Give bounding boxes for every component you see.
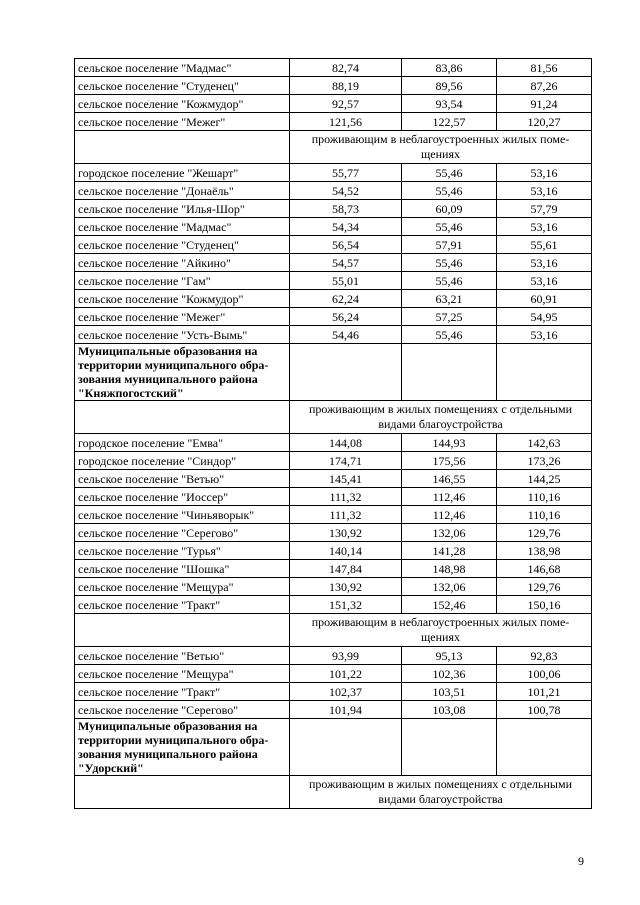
empty-cell — [75, 614, 290, 647]
value-cell: 130,92 — [290, 524, 402, 542]
value-cell: 144,08 — [290, 434, 402, 452]
value-cell: 53,16 — [497, 218, 592, 236]
settlement-name-cell: городское поселение "Синдор" — [75, 452, 290, 470]
empty-cell — [402, 719, 497, 776]
value-cell: 63,21 — [402, 290, 497, 308]
section-header-row — [75, 719, 592, 776]
value-cell: 151,32 — [290, 596, 402, 614]
value-cell: 81,56 — [497, 59, 592, 77]
value-cell: 55,77 — [290, 164, 402, 182]
value-cell: 100,06 — [497, 665, 592, 683]
value-cell: 95,13 — [402, 647, 497, 665]
tariff-table-body — [75, 59, 592, 809]
table-row — [75, 59, 592, 77]
value-cell: 55,46 — [402, 272, 497, 290]
value-cell: 82,74 — [290, 59, 402, 77]
subheader-row — [75, 401, 592, 434]
value-cell: 152,46 — [402, 596, 497, 614]
value-cell: 112,46 — [402, 488, 497, 506]
value-cell: 57,79 — [497, 200, 592, 218]
empty-cell — [75, 776, 290, 809]
value-cell: 83,86 — [402, 59, 497, 77]
value-cell: 55,01 — [290, 272, 402, 290]
value-cell: 100,78 — [497, 701, 592, 719]
value-cell: 93,54 — [402, 95, 497, 113]
settlement-name-cell: сельское поселение "Ветью" — [75, 647, 290, 665]
value-cell: 54,57 — [290, 254, 402, 272]
value-cell: 54,95 — [497, 308, 592, 326]
value-cell: 111,32 — [290, 506, 402, 524]
value-cell: 144,25 — [497, 470, 592, 488]
value-cell: 148,98 — [402, 560, 497, 578]
value-cell: 91,24 — [497, 95, 592, 113]
value-cell: 141,28 — [402, 542, 497, 560]
value-cell: 55,46 — [402, 164, 497, 182]
value-cell: 132,06 — [402, 524, 497, 542]
value-cell: 62,24 — [290, 290, 402, 308]
value-cell: 103,51 — [402, 683, 497, 701]
value-cell: 144,93 — [402, 434, 497, 452]
value-cell: 60,91 — [497, 290, 592, 308]
settlement-name-cell: сельское поселение "Студенец" — [75, 77, 290, 95]
value-cell: 58,73 — [290, 200, 402, 218]
table-row — [75, 434, 592, 452]
value-cell: 132,06 — [402, 578, 497, 596]
value-cell: 112,46 — [402, 506, 497, 524]
table-row — [75, 164, 592, 182]
value-cell: 56,24 — [290, 308, 402, 326]
table-row — [75, 542, 592, 560]
subheader-text: проживающим в неблагоустроенных жилых поме-щениях — [290, 131, 592, 164]
value-cell: 55,46 — [402, 326, 497, 344]
settlement-name-cell: сельское поселение "Студенец" — [75, 236, 290, 254]
subheader-row — [75, 776, 592, 809]
settlement-name-cell: сельское поселение "Кожмудор" — [75, 95, 290, 113]
table-row — [75, 182, 592, 200]
settlement-name-cell: городское поселение "Жешарт" — [75, 164, 290, 182]
tariff-table — [74, 58, 592, 809]
table-row — [75, 524, 592, 542]
table-row — [75, 506, 592, 524]
table-row — [75, 254, 592, 272]
settlement-name-cell: сельское поселение "Межег" — [75, 308, 290, 326]
value-cell: 57,91 — [402, 236, 497, 254]
value-cell: 53,16 — [497, 326, 592, 344]
table-row — [75, 113, 592, 131]
value-cell: 53,16 — [497, 254, 592, 272]
value-cell: 102,36 — [402, 665, 497, 683]
value-cell: 102,37 — [290, 683, 402, 701]
settlement-name-cell: сельское поселение "Межег" — [75, 113, 290, 131]
table-row — [75, 578, 592, 596]
settlement-name-cell: сельское поселение "Кожмудор" — [75, 290, 290, 308]
value-cell: 54,52 — [290, 182, 402, 200]
settlement-name-cell: сельское поселение "Мадмас" — [75, 59, 290, 77]
value-cell: 56,54 — [290, 236, 402, 254]
settlement-name-cell: сельское поселение "Иоссер" — [75, 488, 290, 506]
table-row — [75, 308, 592, 326]
value-cell: 150,16 — [497, 596, 592, 614]
table-row — [75, 200, 592, 218]
value-cell: 93,99 — [290, 647, 402, 665]
value-cell: 122,57 — [402, 113, 497, 131]
table-row — [75, 560, 592, 578]
empty-cell — [497, 344, 592, 401]
table-row — [75, 95, 592, 113]
value-cell: 110,16 — [497, 488, 592, 506]
value-cell: 103,08 — [402, 701, 497, 719]
subheader-text: проживающим в жилых помещениях с отдельными видами благоустройства — [290, 401, 592, 434]
subheader-row — [75, 131, 592, 164]
value-cell: 55,46 — [402, 254, 497, 272]
value-cell: 120,27 — [497, 113, 592, 131]
subheader-text: проживающим в жилых помещениях с отдельными видами благоустройства — [290, 776, 592, 809]
value-cell: 101,94 — [290, 701, 402, 719]
settlement-name-cell: сельское поселение "Тракт" — [75, 683, 290, 701]
section-header-row — [75, 344, 592, 401]
settlement-name-cell: сельское поселение "Тракт" — [75, 596, 290, 614]
empty-cell — [402, 344, 497, 401]
subheader-text: проживающим в неблагоустроенных жилых поме-щениях — [290, 614, 592, 647]
value-cell: 130,92 — [290, 578, 402, 596]
settlement-name-cell: сельское поселение "Серегово" — [75, 524, 290, 542]
value-cell: 110,16 — [497, 506, 592, 524]
value-cell: 129,76 — [497, 524, 592, 542]
table-row — [75, 290, 592, 308]
empty-cell — [497, 719, 592, 776]
value-cell: 147,84 — [290, 560, 402, 578]
table-row — [75, 488, 592, 506]
value-cell: 87,26 — [497, 77, 592, 95]
value-cell: 111,32 — [290, 488, 402, 506]
value-cell: 53,16 — [497, 182, 592, 200]
table-row — [75, 272, 592, 290]
subheader-row — [75, 614, 592, 647]
table-row — [75, 647, 592, 665]
value-cell: 175,56 — [402, 452, 497, 470]
table-row — [75, 236, 592, 254]
value-cell: 173,26 — [497, 452, 592, 470]
table-row — [75, 470, 592, 488]
value-cell: 53,16 — [497, 164, 592, 182]
settlement-name-cell: сельское поселение "Серегово" — [75, 701, 290, 719]
value-cell: 55,46 — [402, 182, 497, 200]
value-cell: 88,19 — [290, 77, 402, 95]
settlement-name-cell: сельское поселение "Шошка" — [75, 560, 290, 578]
value-cell: 92,83 — [497, 647, 592, 665]
settlement-name-cell: сельское поселение "Усть-Вымь" — [75, 326, 290, 344]
value-cell: 54,34 — [290, 218, 402, 236]
table-row — [75, 326, 592, 344]
section-header-text: Муниципальные образования на территории муниципального обра-зования муниципального района "Княжпогостский" — [75, 344, 290, 401]
value-cell: 146,55 — [402, 470, 497, 488]
empty-cell — [75, 131, 290, 164]
value-cell: 101,22 — [290, 665, 402, 683]
empty-cell — [290, 344, 402, 401]
value-cell: 174,71 — [290, 452, 402, 470]
value-cell: 121,56 — [290, 113, 402, 131]
table-row — [75, 683, 592, 701]
table-row — [75, 596, 592, 614]
settlement-name-cell: сельское поселение "Мещура" — [75, 578, 290, 596]
settlement-name-cell: сельское поселение "Гам" — [75, 272, 290, 290]
page-number: 9 — [578, 854, 584, 868]
settlement-name-cell: сельское поселение "Мадмас" — [75, 218, 290, 236]
value-cell: 57,25 — [402, 308, 497, 326]
value-cell: 145,41 — [290, 470, 402, 488]
value-cell: 142,63 — [497, 434, 592, 452]
settlement-name-cell: сельское поселение "Чиньяворык" — [75, 506, 290, 524]
value-cell: 140,14 — [290, 542, 402, 560]
table-row — [75, 77, 592, 95]
settlement-name-cell: сельское поселение "Ветью" — [75, 470, 290, 488]
value-cell: 101,21 — [497, 683, 592, 701]
settlement-name-cell: городское поселение "Емва" — [75, 434, 290, 452]
value-cell: 146,68 — [497, 560, 592, 578]
empty-cell — [75, 401, 290, 434]
value-cell: 129,76 — [497, 578, 592, 596]
value-cell: 89,56 — [402, 77, 497, 95]
table-row — [75, 452, 592, 470]
value-cell: 55,46 — [402, 218, 497, 236]
value-cell: 60,09 — [402, 200, 497, 218]
table-row — [75, 218, 592, 236]
value-cell: 92,57 — [290, 95, 402, 113]
settlement-name-cell: сельское поселение "Айкино" — [75, 254, 290, 272]
table-row — [75, 665, 592, 683]
settlement-name-cell: сельское поселение "Мещура" — [75, 665, 290, 683]
table-row — [75, 701, 592, 719]
settlement-name-cell: сельское поселение "Илья-Шор" — [75, 200, 290, 218]
value-cell: 54,46 — [290, 326, 402, 344]
empty-cell — [290, 719, 402, 776]
value-cell: 53,16 — [497, 272, 592, 290]
settlement-name-cell: сельское поселение "Турья" — [75, 542, 290, 560]
value-cell: 55,61 — [497, 236, 592, 254]
settlement-name-cell: сельское поселение "Донаёль" — [75, 182, 290, 200]
section-header-text: Муниципальные образования на территории муниципального обра-зования муниципального района "Удорский" — [75, 719, 290, 776]
value-cell: 138,98 — [497, 542, 592, 560]
